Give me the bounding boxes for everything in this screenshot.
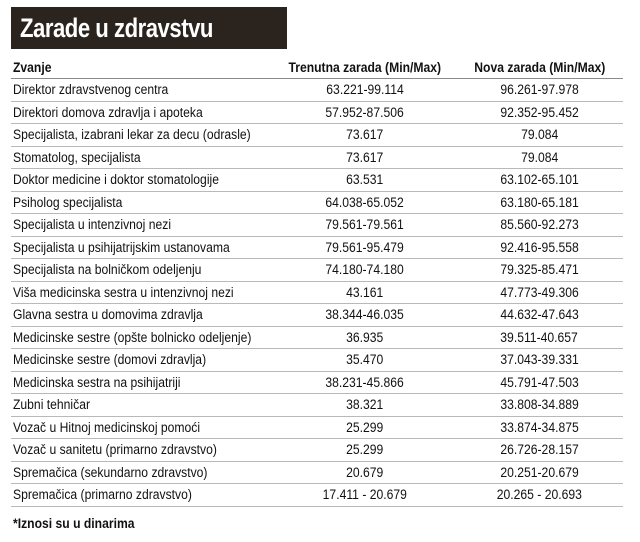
zvanje-cell: Medicinske sestre (opšte bolnicko odeljenje)	[13, 329, 252, 345]
zvanje-cell: Direktor zdravstvenog centra	[13, 82, 169, 98]
trenutna-zarada-cell: 73.617	[346, 149, 384, 165]
nova-zarada-cell: 44.632-47.643	[500, 307, 579, 323]
nova-zarada-cell: 45.791-47.503	[500, 374, 579, 390]
table-row	[11, 192, 623, 215]
nova-zarada-cell: 37.043-39.331	[500, 352, 579, 368]
table-row	[11, 349, 623, 372]
zvanje-cell: Spremačica (sekundarno zdravstvo)	[13, 464, 208, 480]
nova-zarada-cell: 33.874-34.875	[500, 419, 579, 435]
zvanje-cell: Vozač u Hitnoj medicinskoj pomoći	[13, 419, 201, 435]
table-row	[11, 394, 623, 417]
trenutna-zarada-cell: 20.679	[346, 464, 384, 480]
nova-zarada-cell: 33.808-34.889	[500, 397, 579, 413]
table-row	[11, 484, 623, 507]
zvanje-cell: Glavna sestra u domovima zdravlja	[13, 307, 203, 323]
zvanje-cell: Stomatolog, specijalista	[13, 149, 141, 165]
trenutna-zarada-cell: 17.411 - 20.679	[322, 487, 407, 503]
trenutna-zarada-cell: 38.231-45.866	[325, 374, 405, 390]
trenutna-zarada-cell: 63.221-99.114	[326, 82, 404, 98]
nova-zarada-cell: 85.560-92.273	[500, 217, 579, 233]
table-body	[11, 79, 623, 507]
trenutna-zarada-cell: 63.531	[346, 172, 384, 188]
zvanje-cell: Direktori domova zdravlja i apoteka	[13, 104, 203, 120]
table-row	[11, 214, 623, 237]
nova-zarada-cell: 39.511-40.657	[500, 329, 579, 345]
title-banner	[11, 7, 287, 49]
trenutna-zarada-cell: 73.617	[346, 127, 384, 143]
trenutna-zarada-cell: 35.470	[346, 352, 384, 368]
table-row	[11, 102, 623, 125]
zvanje-cell: Viša medicinska sestra u intenzivnoj nezi	[13, 284, 234, 300]
zvanje-cell: Spremačica (primarno zdravstvo)	[13, 487, 192, 503]
trenutna-zarada-cell: 57.952-87.506	[325, 104, 405, 120]
table-row	[11, 124, 623, 147]
table-row	[11, 282, 623, 305]
table-row	[11, 259, 623, 282]
trenutna-zarada-cell: 36.935	[346, 329, 384, 345]
table-header	[11, 57, 623, 79]
nova-zarada-cell: 79.084	[520, 149, 558, 165]
nova-zarada-cell: 79.325-85.471	[500, 262, 579, 278]
nova-zarada-cell: 92.416-95.558	[500, 239, 579, 255]
trenutna-zarada-cell: 43.161	[346, 284, 384, 300]
zvanje-cell: Medicinske sestre (domovi zdravlja)	[13, 352, 207, 368]
trenutna-zarada-cell: 38.344-46.035	[325, 307, 405, 323]
salary-table	[11, 57, 623, 507]
nova-zarada-cell: 20.265 - 20.693	[496, 487, 582, 503]
table-row	[11, 417, 623, 440]
trenutna-zarada-cell: 38.321	[346, 397, 384, 413]
nova-zarada-cell: 79.084	[520, 127, 558, 143]
zvanje-cell: Psiholog specijalista	[13, 194, 123, 210]
table-row	[11, 439, 623, 462]
nova-zarada-cell: 63.102-65.101	[500, 172, 579, 188]
table-row	[11, 169, 623, 192]
page-title: Zarade u zdravstvu	[20, 12, 213, 43]
header-trenutna-zarada: Trenutna zarada (Min/Max)	[288, 60, 442, 75]
header-nova-zarada: Nova zarada (Min/Max)	[473, 60, 605, 75]
footnote: *Iznosi su u dinarima	[13, 516, 135, 531]
nova-zarada-cell: 20.251-20.679	[500, 464, 579, 480]
table-row	[11, 79, 623, 102]
table-row	[11, 237, 623, 260]
zvanje-cell: Specijalista u psihijatrijskim ustanovama	[13, 239, 230, 255]
table-row	[11, 462, 623, 485]
zvanje-cell: Zubni tehničar	[13, 397, 91, 413]
table-row	[11, 304, 623, 327]
zvanje-cell: Specijalista na bolničkom odeljenju	[13, 262, 202, 278]
nova-zarada-cell: 26.726-28.157	[500, 442, 579, 458]
trenutna-zarada-cell: 79.561-95.479	[325, 239, 405, 255]
table-row	[11, 372, 623, 395]
zvanje-cell: Specijalista, izabrani lekar za decu (odrasle)	[13, 127, 251, 143]
table-row	[11, 327, 623, 350]
nova-zarada-cell: 47.773-49.306	[500, 284, 579, 300]
zvanje-cell: Vozač u sanitetu (primarno zdravstvo)	[13, 442, 217, 458]
trenutna-zarada-cell: 64.038-65.052	[325, 194, 405, 210]
zvanje-cell: Medicinska sestra na psihijatriji	[13, 374, 181, 390]
nova-zarada-cell: 63.180-65.181	[500, 194, 579, 210]
zvanje-cell: Doktor medicine i doktor stomatologije	[13, 172, 219, 188]
table-row	[11, 147, 623, 170]
zvanje-cell: Specijalista u intenzivnoj nezi	[13, 217, 172, 233]
nova-zarada-cell: 96.261-97.978	[500, 82, 579, 98]
trenutna-zarada-cell: 25.299	[346, 419, 384, 435]
trenutna-zarada-cell: 74.180-74.180	[325, 262, 405, 278]
header-zvanje: Zvanje	[13, 60, 52, 75]
trenutna-zarada-cell: 25.299	[346, 442, 384, 458]
trenutna-zarada-cell: 79.561-79.561	[325, 217, 405, 233]
nova-zarada-cell: 92.352-95.452	[500, 104, 579, 120]
